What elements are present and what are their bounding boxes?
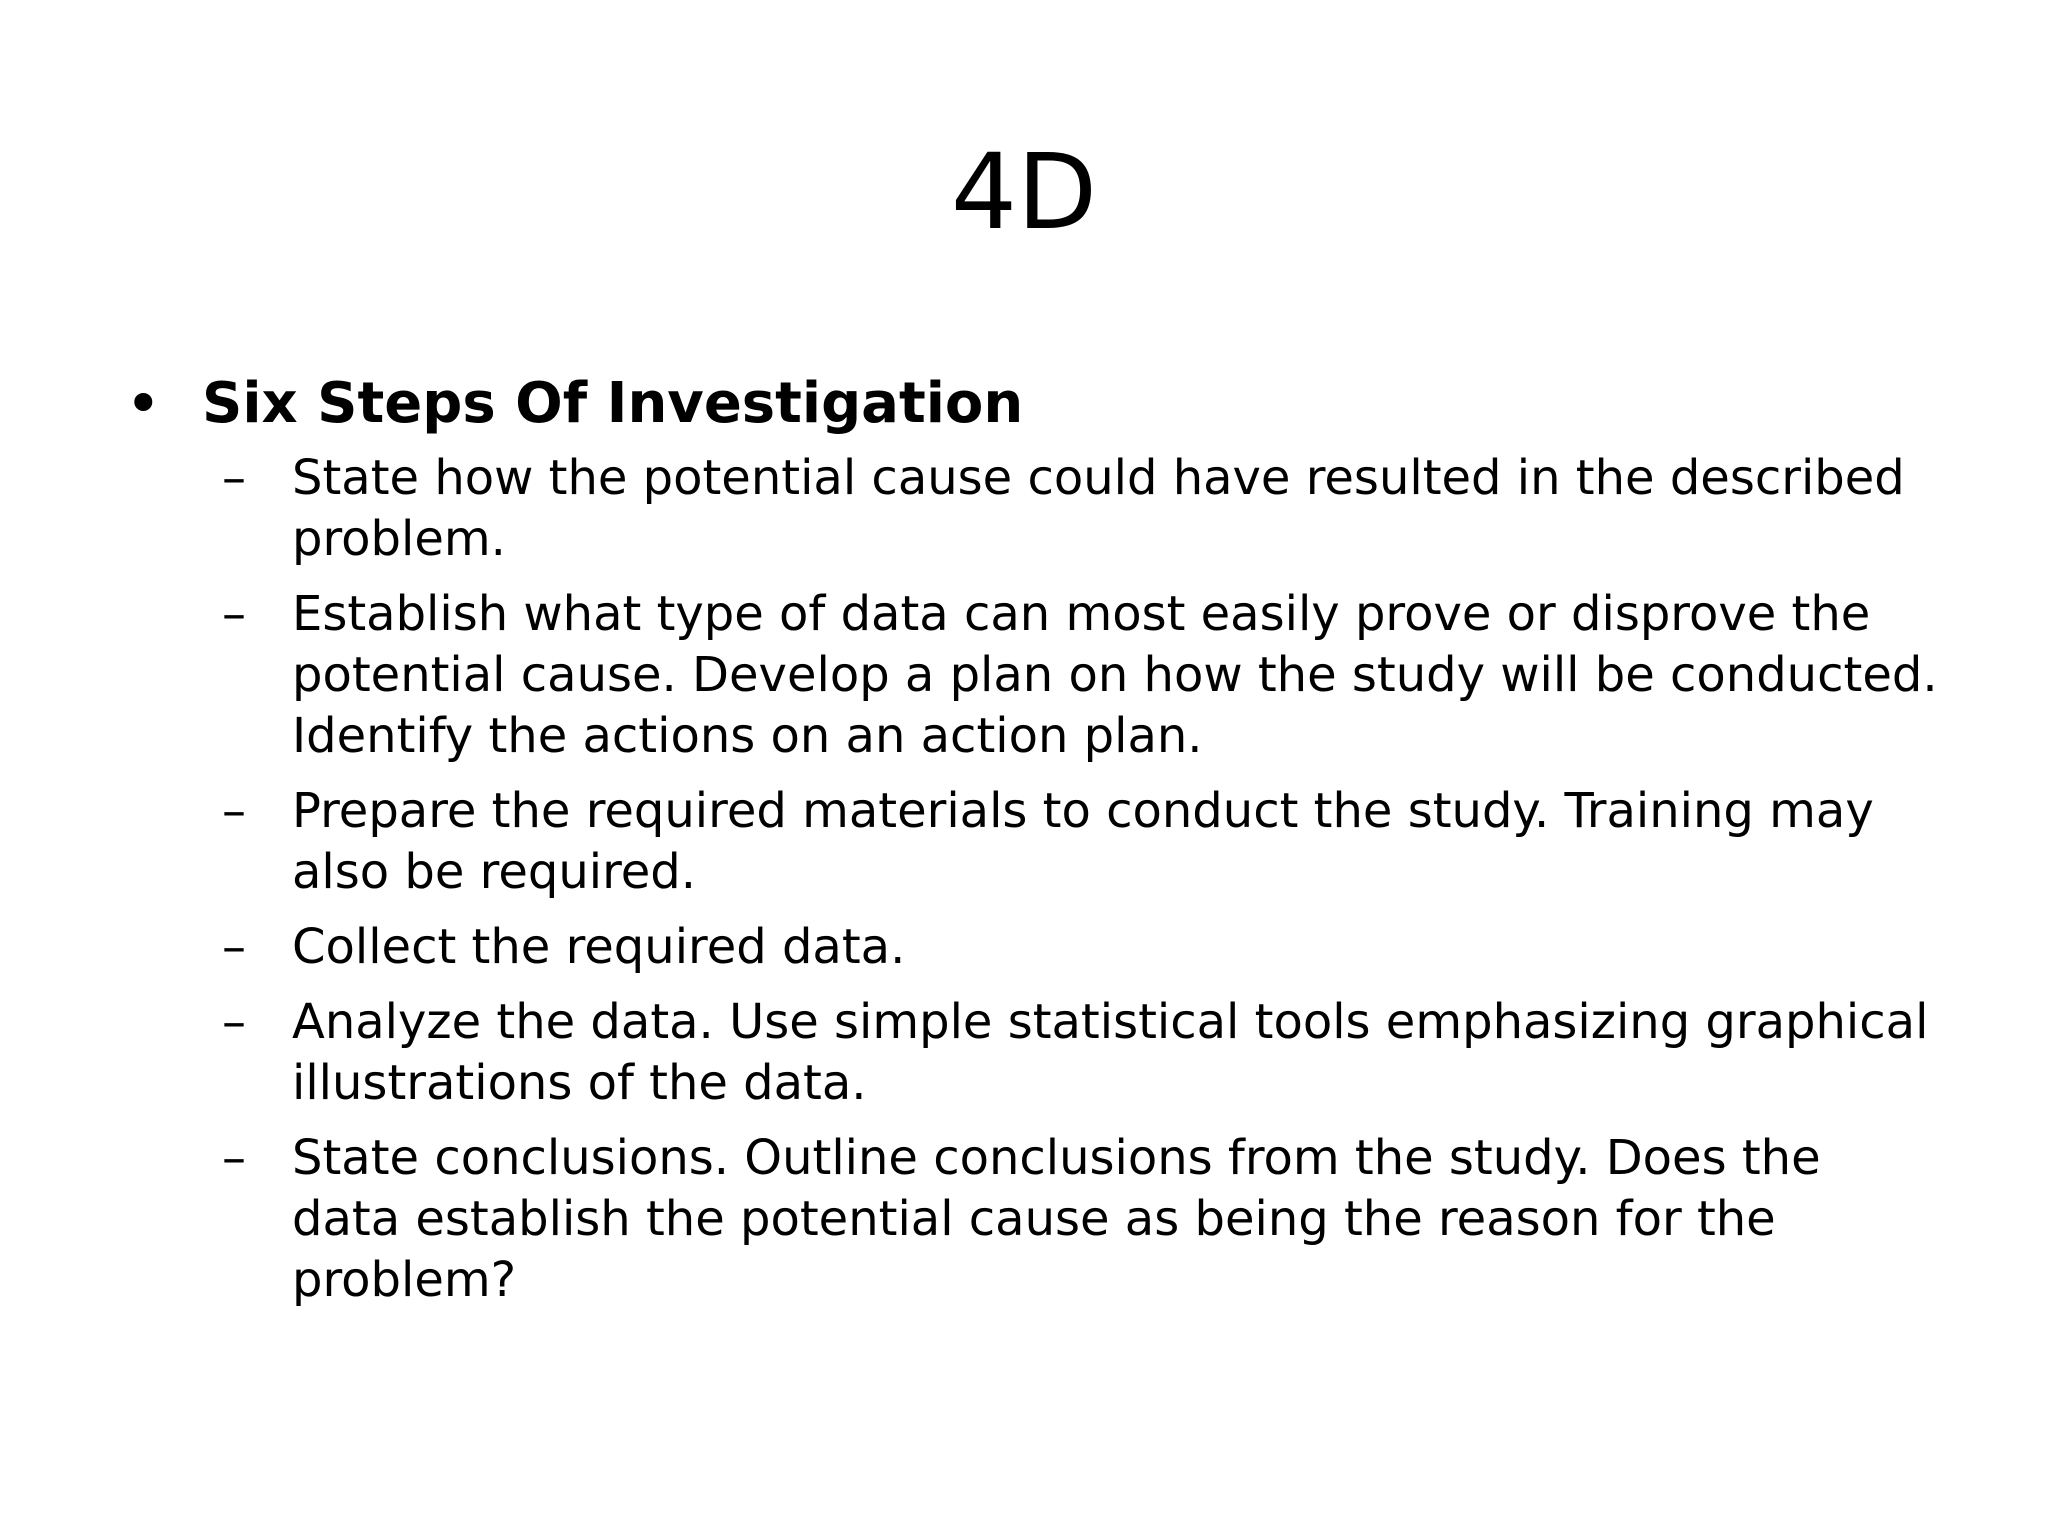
step-item [222,992,1942,1114]
dash-marker: – [222,450,246,506]
step-text: State how the potential cause could have resulted in the described problem. [292,450,1905,567]
step-item [222,584,1942,767]
step-item [222,448,1942,570]
step-text: Establish what type of data can most easily prove or disprove the potential cause. Develop a plan on how the study will be conducted. Identify the actions on an action plan. [292,586,1938,764]
dash-marker: – [222,783,246,839]
step-text: Analyze the data. Use simple statistical tools emphasizing graphical illustrations of the data. [292,994,1929,1111]
step-text: Prepare the required materials to conduct the study. Training may also be required. [292,783,1874,900]
step-item [222,781,1942,903]
step-item [222,1128,1942,1311]
steps-list [222,448,1942,1325]
step-item [222,917,1942,978]
step-text: State conclusions. Outline conclusions from the study. Does the data establish the potential cause as being the reason for the problem? [292,1130,1821,1308]
dash-marker: – [222,994,246,1050]
bullet-heading: Six Steps Of Investigation [202,371,1024,436]
dash-marker: – [222,586,246,642]
step-text: Collect the required data. [292,919,906,975]
main-bullet [125,366,1905,446]
dash-marker: – [222,1130,246,1186]
bullet-marker: • [125,367,162,440]
dash-marker: – [222,919,246,975]
slide-title: 4D [950,131,1098,253]
